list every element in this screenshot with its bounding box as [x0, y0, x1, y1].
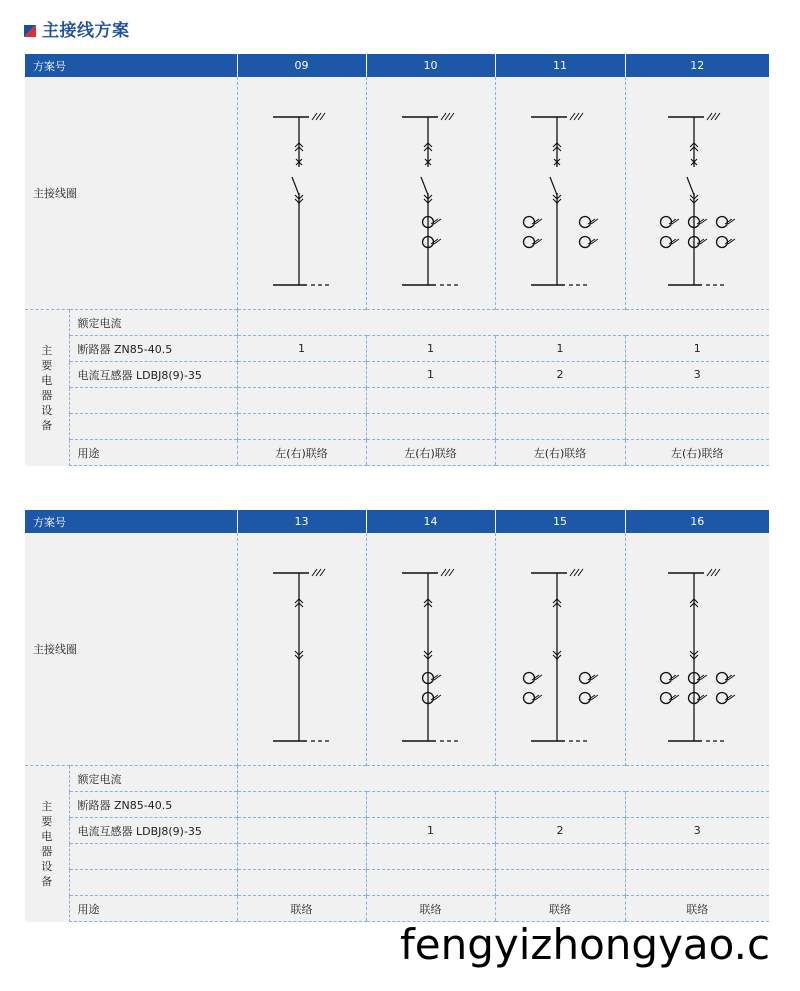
current-transformer-icon	[661, 237, 680, 248]
breaker-qty	[366, 792, 495, 818]
busbar-hatch-icon	[441, 113, 454, 120]
current-transformer-icon	[580, 693, 599, 704]
current-transformer-icon	[524, 217, 543, 228]
current-transformer-icon	[524, 237, 543, 248]
scheme-no: 12	[625, 54, 769, 77]
usage-value: 联络	[495, 896, 625, 922]
ct-qty: 2	[495, 818, 625, 844]
scheme-no: 16	[625, 510, 769, 533]
usage-value: 联络	[366, 896, 495, 922]
rated-current-label: 额定电流	[69, 310, 237, 336]
scheme-no: 11	[495, 54, 625, 77]
breaker-qty: 1	[366, 336, 495, 362]
usage-value: 左(右)联络	[495, 440, 625, 466]
usage-row	[25, 440, 769, 466]
ct-qty	[237, 362, 366, 388]
current-transformer-icon	[580, 673, 599, 684]
scheme-table-1	[25, 54, 769, 466]
busbar-hatch-icon	[312, 569, 325, 576]
header-row	[25, 54, 769, 77]
current-transformer-icon	[422, 217, 441, 228]
breaker-qty: 1	[625, 336, 769, 362]
breaker-label: 断路器 ZN85-40.5	[69, 792, 237, 818]
current-transformer-icon	[689, 237, 708, 248]
usage-value: 左(右)联络	[237, 440, 366, 466]
current-transformer-icon	[422, 237, 441, 248]
usage-label: 用途	[69, 440, 237, 466]
section-mark-icon	[24, 22, 36, 34]
breaker-icon	[687, 159, 697, 195]
empty-row	[25, 388, 769, 414]
current-transformer-icon	[422, 673, 441, 684]
busbar-hatch-icon	[312, 113, 325, 120]
ct-qty: 3	[625, 362, 769, 388]
breaker-label: 断路器 ZN85-40.5	[69, 336, 237, 362]
empty-row	[25, 870, 769, 896]
busbar-hatch-icon	[707, 569, 720, 576]
current-transformer-icon	[661, 217, 680, 228]
usage-value: 联络	[625, 896, 769, 922]
ct-qty	[237, 818, 366, 844]
current-transformer-icon	[524, 693, 543, 704]
current-transformer-icon	[422, 693, 441, 704]
busbar-hatch-icon	[570, 569, 583, 576]
scheme-no: 14	[366, 510, 495, 533]
breaker-row	[25, 336, 769, 362]
wiring-diagram-11	[500, 77, 620, 309]
rated-current-row	[25, 766, 769, 792]
usage-value: 左(右)联络	[625, 440, 769, 466]
current-transformer-icon	[689, 693, 708, 704]
rated-current-value	[237, 766, 769, 792]
scheme-table-2	[25, 510, 769, 922]
breaker-qty: 1	[237, 336, 366, 362]
busbar-hatch-icon	[570, 113, 583, 120]
wiring-diagram-12	[637, 77, 757, 309]
ct-qty: 1	[366, 362, 495, 388]
current-transformer-icon	[580, 217, 599, 228]
breaker-icon	[550, 159, 560, 195]
breaker-qty: 1	[495, 336, 625, 362]
rated-current-value	[237, 310, 769, 336]
wiring-diagram-13	[242, 533, 362, 765]
current-transformer-icon	[717, 237, 736, 248]
current-transformer-icon	[689, 217, 708, 228]
breaker-qty	[625, 792, 769, 818]
scheme-no-label: 方案号	[25, 54, 237, 77]
page-title: 主接线方案	[42, 20, 130, 41]
ct-label: 电流互感器 LDBJ8(9)-35	[69, 362, 237, 388]
empty-row	[25, 844, 769, 870]
current-transformer-icon	[717, 217, 736, 228]
scheme-no: 15	[495, 510, 625, 533]
current-transformer-icon	[580, 237, 599, 248]
diagram-row	[25, 533, 769, 766]
ct-row	[25, 362, 769, 388]
header-row	[25, 510, 769, 533]
usage-label: 用途	[69, 896, 237, 922]
current-transformer-icon	[717, 673, 736, 684]
busbar-hatch-icon	[707, 113, 720, 120]
current-transformer-icon	[717, 693, 736, 704]
ct-qty: 3	[625, 818, 769, 844]
usage-value: 左(右)联络	[366, 440, 495, 466]
wiring-diagram-10	[371, 77, 491, 309]
main-wiring-label: 主接线圈	[25, 533, 237, 766]
ct-label: 电流互感器 LDBJ8(9)-35	[69, 818, 237, 844]
ct-qty: 2	[495, 362, 625, 388]
scheme-no: 10	[366, 54, 495, 77]
current-transformer-icon	[524, 673, 543, 684]
ct-qty: 1	[366, 818, 495, 844]
watermark-text: fengyizhongyao.c	[400, 920, 771, 969]
diagram-row	[25, 77, 769, 310]
equipment-vertical-label: 主 要 电 器 设 备	[25, 766, 69, 922]
wiring-diagram-09	[242, 77, 362, 309]
current-transformer-icon	[689, 673, 708, 684]
empty-row	[25, 414, 769, 440]
breaker-qty	[237, 792, 366, 818]
breaker-row	[25, 792, 769, 818]
busbar-hatch-icon	[441, 569, 454, 576]
usage-row	[25, 896, 769, 922]
section-title	[24, 16, 130, 40]
main-wiring-label: 主接线圈	[25, 77, 237, 310]
current-transformer-icon	[661, 693, 680, 704]
scheme-no-label: 方案号	[25, 510, 237, 533]
usage-value: 联络	[237, 896, 366, 922]
equipment-vertical-label: 主 要 电 器 设 备	[25, 310, 69, 466]
current-transformer-icon	[661, 673, 680, 684]
breaker-qty	[495, 792, 625, 818]
rated-current-row	[25, 310, 769, 336]
breaker-icon	[421, 159, 431, 195]
scheme-no: 09	[237, 54, 366, 77]
ct-row	[25, 818, 769, 844]
rated-current-label: 额定电流	[69, 766, 237, 792]
wiring-diagram-15	[500, 533, 620, 765]
wiring-diagram-16	[637, 533, 757, 765]
wiring-diagram-14	[371, 533, 491, 765]
scheme-no: 13	[237, 510, 366, 533]
breaker-icon	[292, 159, 302, 195]
